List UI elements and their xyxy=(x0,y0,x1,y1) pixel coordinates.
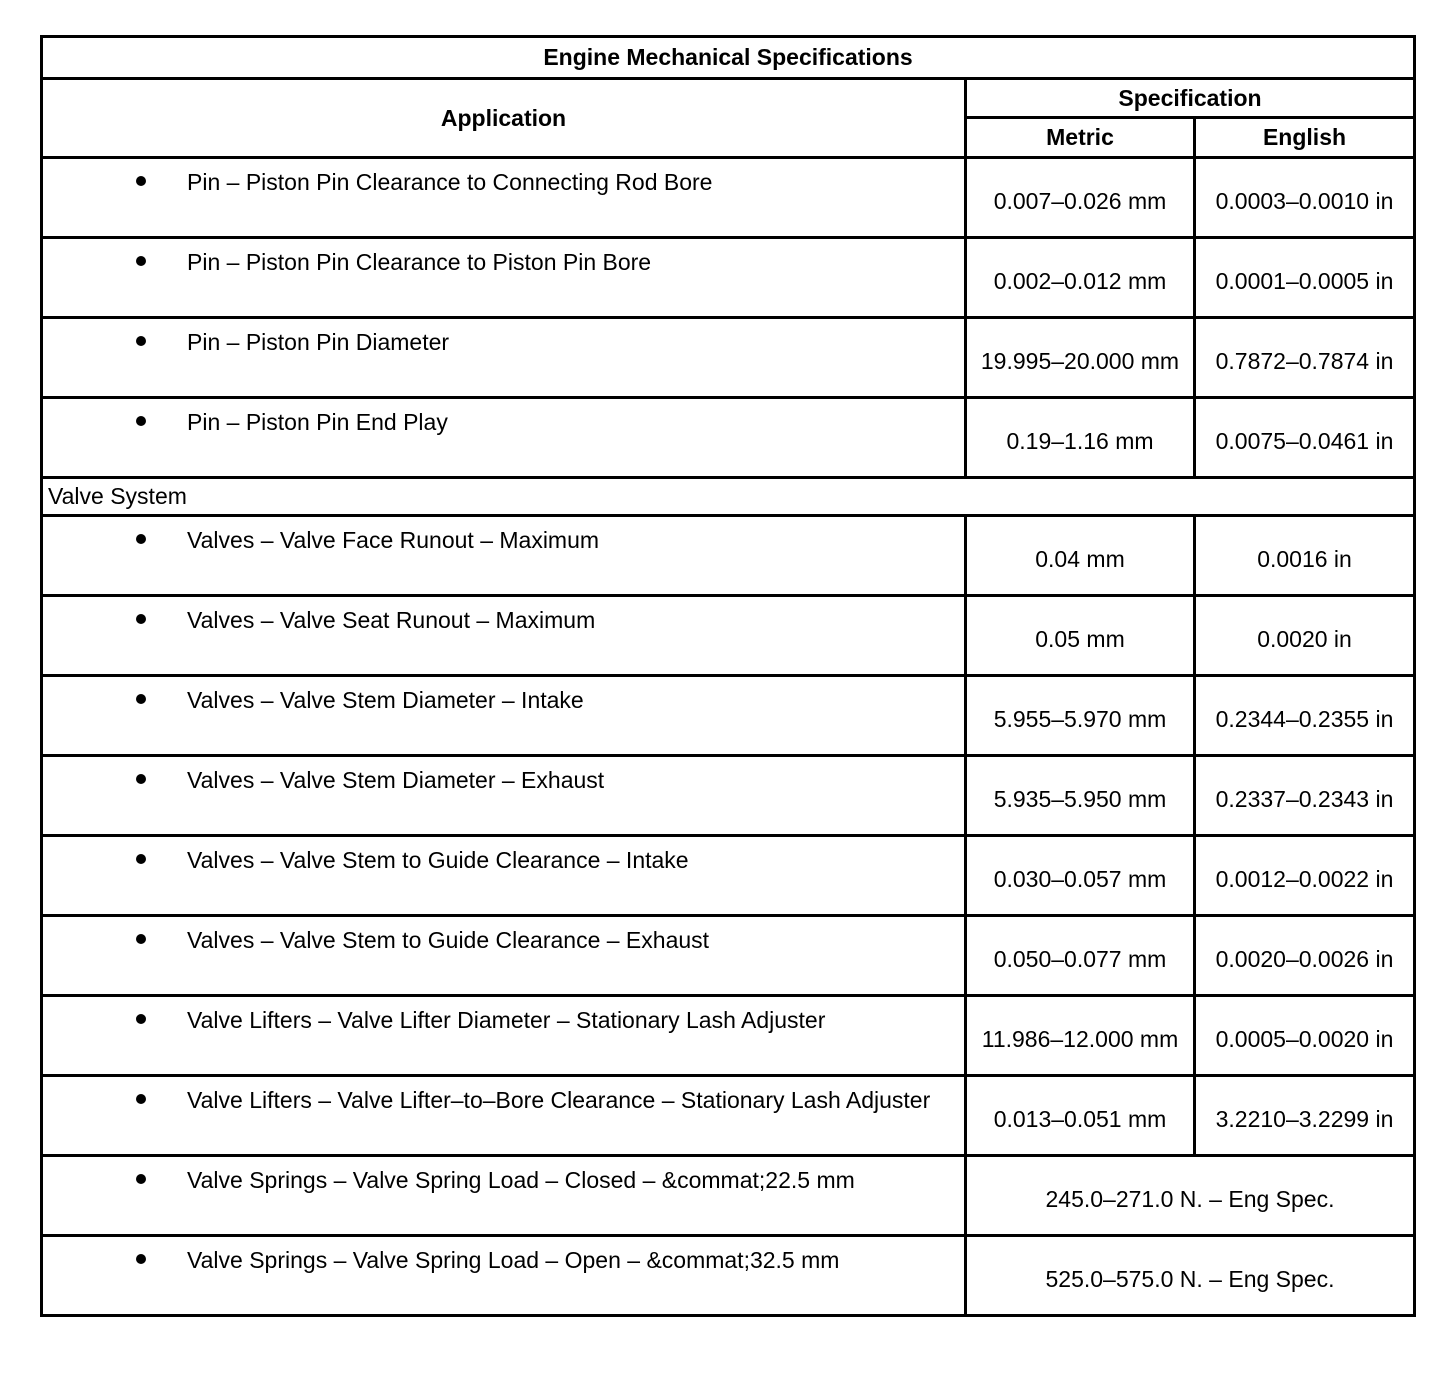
application-cell xyxy=(42,238,966,318)
metric-cell: 0.002–0.012 mm xyxy=(966,238,1195,318)
application-text: Valves – Valve Face Runout – Maximum xyxy=(187,527,600,553)
english-cell: 0.0020 in xyxy=(1195,596,1415,676)
application-text: Valve Springs – Valve Spring Load – Open – &commat;32.5 mm xyxy=(187,1247,840,1273)
table-row xyxy=(42,916,1415,996)
application-text: Valve Lifters – Valve Lifter Diameter – Stationary Lash Adjuster xyxy=(187,1007,826,1033)
metric-header: Metric xyxy=(966,118,1195,158)
application-text: Valves – Valve Stem to Guide Clearance – Intake xyxy=(187,847,689,873)
metric-cell: 5.955–5.970 mm xyxy=(966,676,1195,756)
table-row xyxy=(42,596,1415,676)
table-row xyxy=(42,676,1415,756)
english-cell: 0.0016 in xyxy=(1195,516,1415,596)
application-cell xyxy=(42,158,966,238)
english-cell: 0.0001–0.0005 in xyxy=(1195,238,1415,318)
metric-cell: 0.050–0.077 mm xyxy=(966,916,1195,996)
application-text: Pin – Piston Pin Clearance to Connecting Rod Bore xyxy=(187,169,713,195)
table-row xyxy=(42,238,1415,318)
bullet-icon xyxy=(43,687,146,714)
table-row xyxy=(42,158,1415,238)
table-row xyxy=(42,318,1415,398)
table-row xyxy=(42,756,1415,836)
bullet-icon xyxy=(43,1087,146,1114)
bullet-icon xyxy=(43,607,146,634)
table-row xyxy=(42,1076,1415,1156)
combined-spec-cell: 245.0–271.0 N. – Eng Spec. xyxy=(966,1156,1415,1236)
application-cell xyxy=(42,996,966,1076)
table-title: Engine Mechanical Specifications xyxy=(42,37,1415,79)
application-cell xyxy=(42,1236,966,1316)
application-text: Valve Springs – Valve Spring Load – Closed – &commat;22.5 mm xyxy=(187,1167,855,1193)
application-text: Valves – Valve Stem to Guide Clearance – Exhaust xyxy=(187,927,710,953)
english-cell: 0.0075–0.0461 in xyxy=(1195,398,1415,478)
application-cell xyxy=(42,836,966,916)
bullet-icon xyxy=(43,1247,146,1274)
application-cell xyxy=(42,756,966,836)
english-cell: 0.0012–0.0022 in xyxy=(1195,836,1415,916)
metric-cell: 0.030–0.057 mm xyxy=(966,836,1195,916)
section-row xyxy=(42,478,1415,516)
table-row xyxy=(42,516,1415,596)
application-cell xyxy=(42,916,966,996)
title-row xyxy=(42,37,1415,79)
application-text: Pin – Piston Pin Clearance to Piston Pin Bore xyxy=(187,249,652,275)
application-text: Valves – Valve Seat Runout – Maximum xyxy=(187,607,596,633)
application-text: Valve Lifters – Valve Lifter–to–Bore Clearance – Stationary Lash Adjuster xyxy=(187,1087,931,1113)
metric-cell: 0.05 mm xyxy=(966,596,1195,676)
engine-specifications-table xyxy=(40,35,1416,1317)
table-row xyxy=(42,836,1415,916)
metric-cell: 19.995–20.000 mm xyxy=(966,318,1195,398)
table-row xyxy=(42,398,1415,478)
section-heading: Valve System xyxy=(42,478,1415,516)
bullet-icon xyxy=(43,767,146,794)
application-cell xyxy=(42,1156,966,1236)
metric-cell: 0.04 mm xyxy=(966,516,1195,596)
combined-spec-cell: 525.0–575.0 N. – Eng Spec. xyxy=(966,1236,1415,1316)
application-text: Pin – Piston Pin End Play xyxy=(187,409,448,435)
application-cell xyxy=(42,596,966,676)
application-cell xyxy=(42,1076,966,1156)
english-cell: 3.2210–3.2299 in xyxy=(1195,1076,1415,1156)
english-cell: 0.2337–0.2343 in xyxy=(1195,756,1415,836)
bullet-icon xyxy=(43,249,146,276)
bullet-icon xyxy=(43,409,146,436)
application-cell xyxy=(42,516,966,596)
metric-cell: 0.19–1.16 mm xyxy=(966,398,1195,478)
bullet-icon xyxy=(43,927,146,954)
table-row xyxy=(42,996,1415,1076)
bullet-icon xyxy=(43,527,146,554)
english-header: English xyxy=(1195,118,1415,158)
metric-cell: 0.007–0.026 mm xyxy=(966,158,1195,238)
english-cell: 0.2344–0.2355 in xyxy=(1195,676,1415,756)
specification-header: Specification xyxy=(966,79,1415,118)
bullet-icon xyxy=(43,169,146,196)
english-cell: 0.7872–0.7874 in xyxy=(1195,318,1415,398)
bullet-icon xyxy=(43,847,146,874)
header-row xyxy=(42,79,1415,118)
english-cell: 0.0005–0.0020 in xyxy=(1195,996,1415,1076)
application-cell xyxy=(42,398,966,478)
english-cell: 0.0020–0.0026 in xyxy=(1195,916,1415,996)
metric-cell: 0.013–0.051 mm xyxy=(966,1076,1195,1156)
bullet-icon xyxy=(43,1007,146,1034)
metric-cell: 11.986–12.000 mm xyxy=(966,996,1195,1076)
table-row xyxy=(42,1156,1415,1236)
application-cell xyxy=(42,318,966,398)
application-cell xyxy=(42,676,966,756)
bullet-icon xyxy=(43,329,146,356)
application-text: Valves – Valve Stem Diameter – Exhaust xyxy=(187,767,605,793)
bullet-icon xyxy=(43,1167,146,1194)
application-header: Application xyxy=(42,79,966,158)
table-row xyxy=(42,1236,1415,1316)
application-text: Pin – Piston Pin Diameter xyxy=(187,329,450,355)
english-cell: 0.0003–0.0010 in xyxy=(1195,158,1415,238)
application-text: Valves – Valve Stem Diameter – Intake xyxy=(187,687,584,713)
metric-cell: 5.935–5.950 mm xyxy=(966,756,1195,836)
